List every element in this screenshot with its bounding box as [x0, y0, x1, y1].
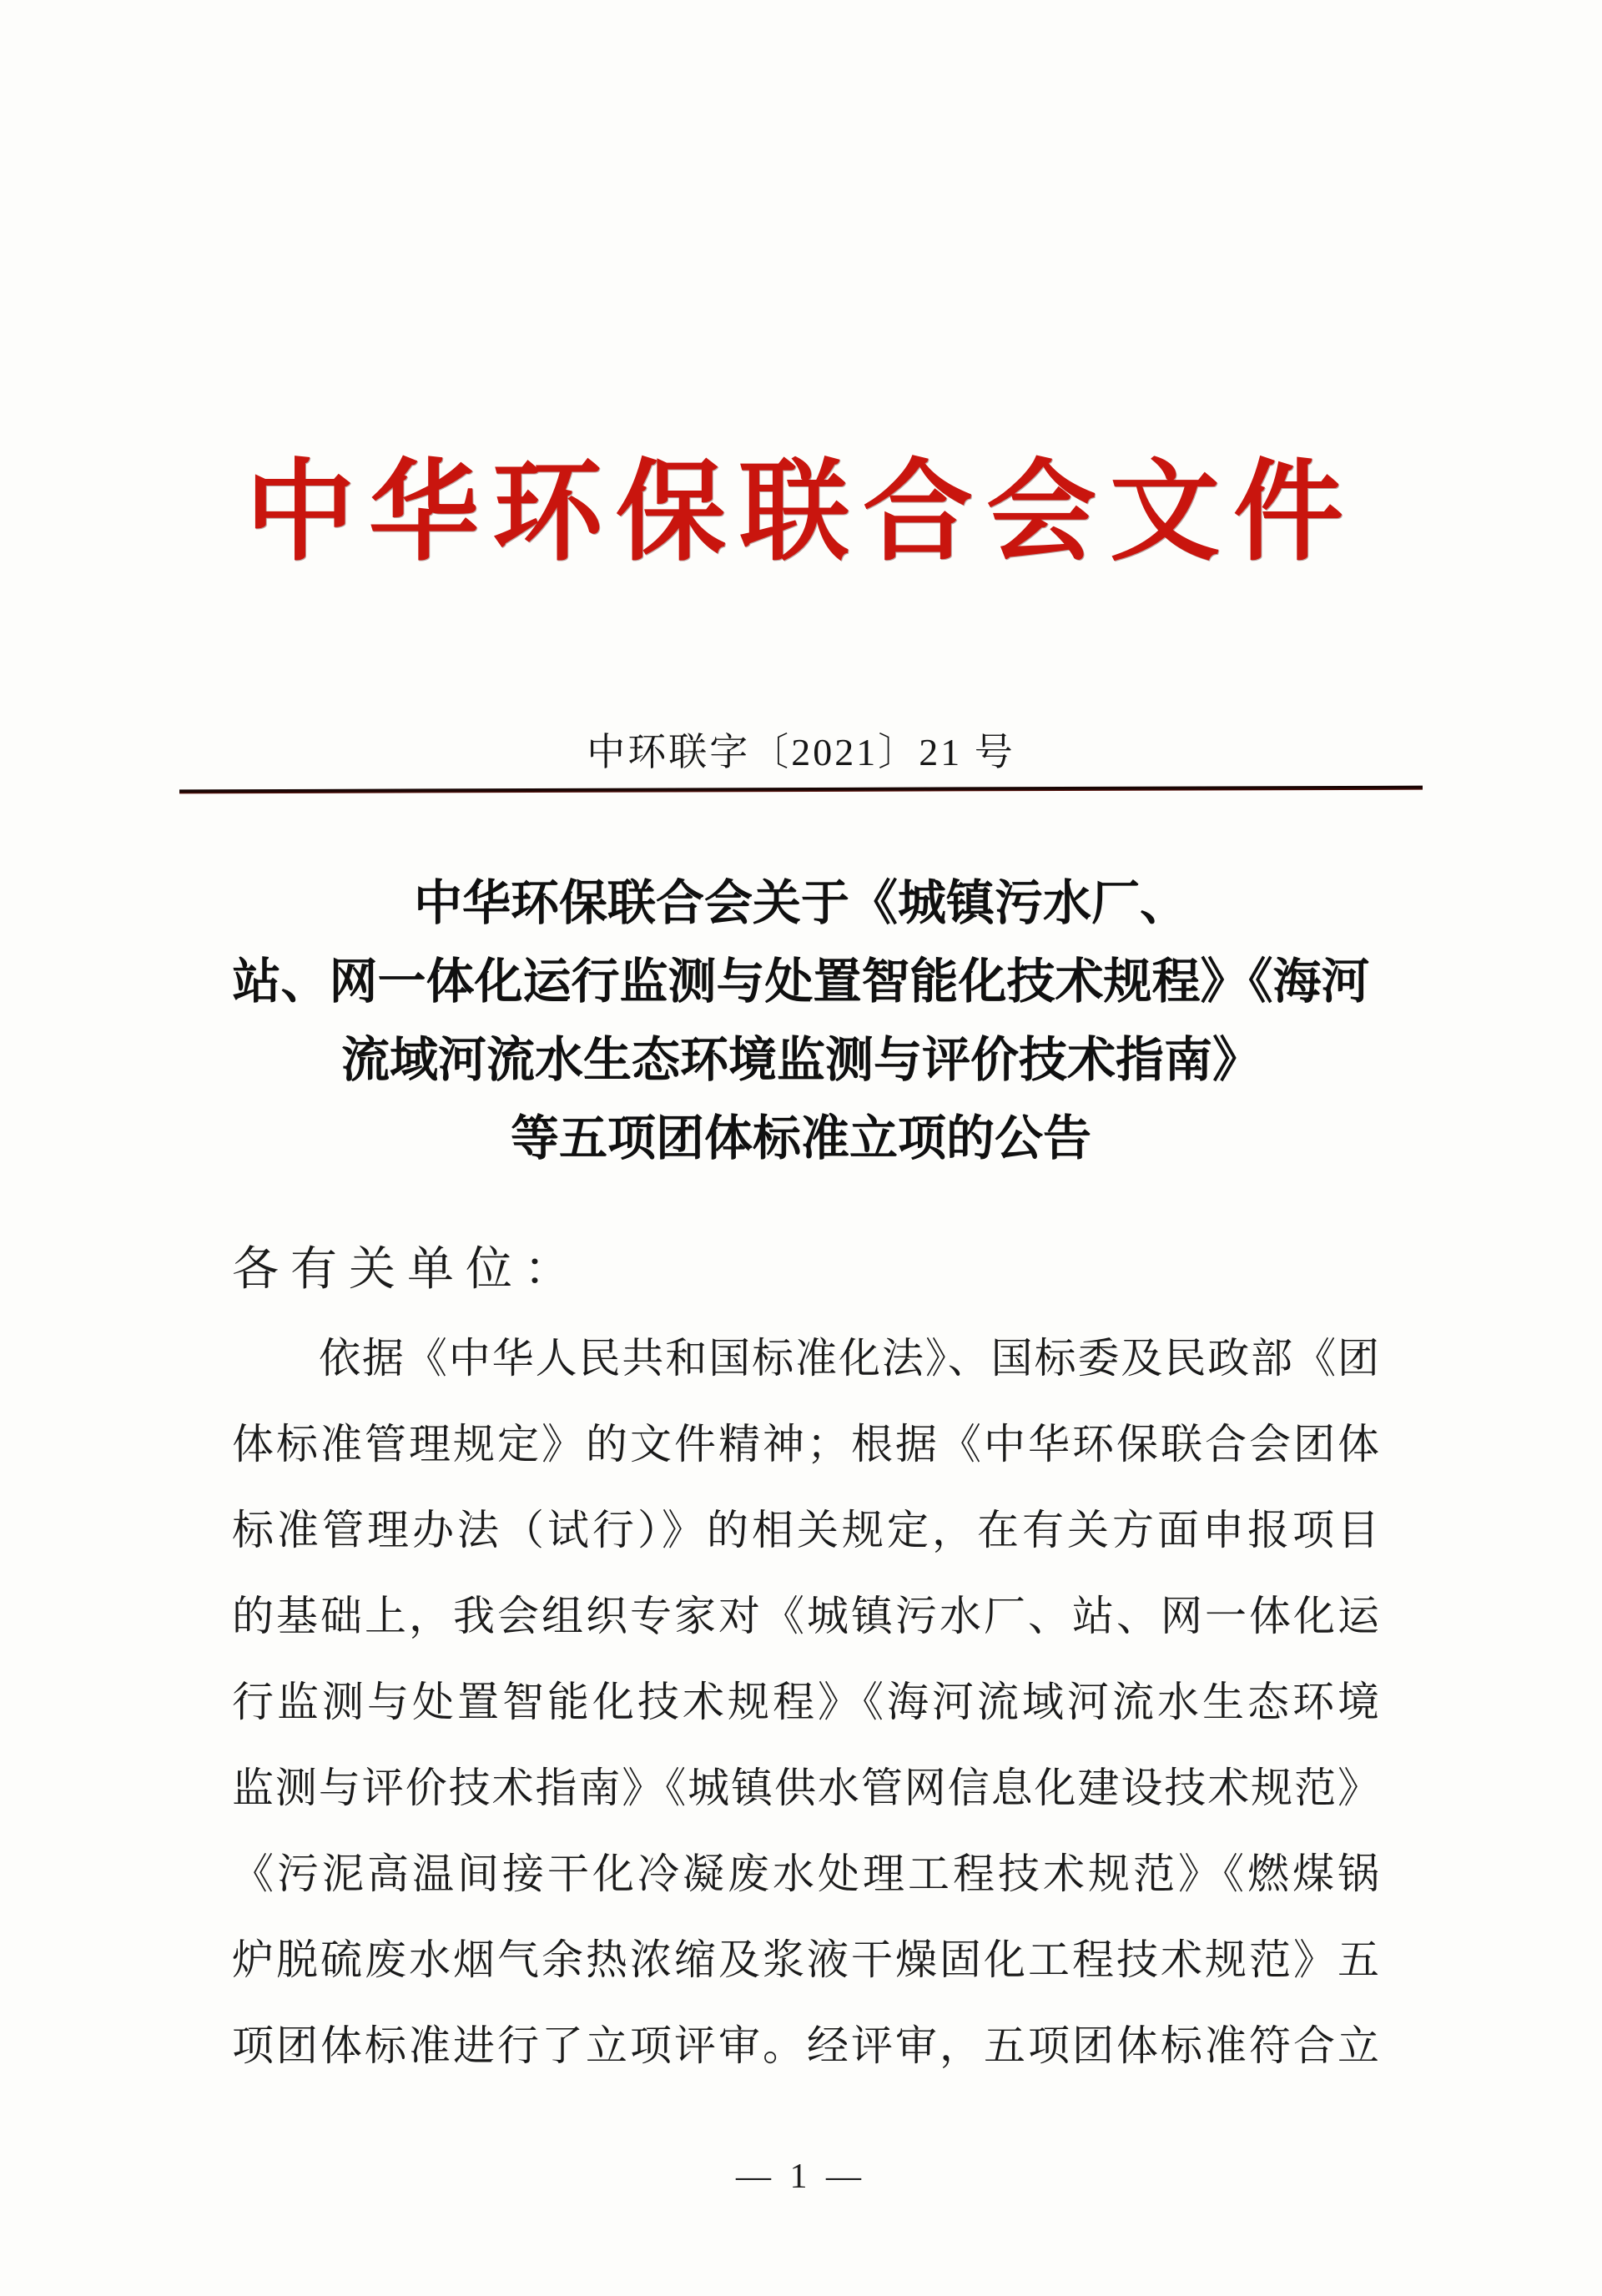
document-title-line-2: 站、网一体化运行监测与处置智能化技术规程》《海河 — [232, 954, 1370, 1009]
document-title-line-1: 中华环保联合会关于《城镇污水厂、 — [413, 876, 1188, 930]
body-paragraph — [232, 1316, 1379, 2089]
letterhead-divider-rule — [179, 786, 1423, 794]
document-reference-number: 中环联字〔2021〕21 号 — [587, 731, 1015, 773]
letterhead-org-title: 中华环保联合会文件 — [245, 451, 1357, 574]
body-line: 标准管理办法（试行）》的相关规定，在有关方面申报项目 — [232, 1507, 1379, 1553]
body-line: 体标准管理规定》的文件精神；根据《中华环保联合会团体 — [232, 1421, 1379, 1468]
document-title-line-4: 等五项团体标准立项的公告 — [510, 1111, 1091, 1166]
body-line: 依据《中华人民共和国标准化法》、国标委及民政部《团 — [319, 1335, 1379, 1382]
body-line: 《污泥高温间接干化冷凝废水处理工程技术规范》《燃煤锅 — [232, 1850, 1379, 1897]
body-line: 项团体标准进行了立项评审。经评审，五项团体标准符合立 — [232, 2022, 1379, 2069]
body-line: 的基础上，我会组织专家对《城镇污水厂、站、网一体化运 — [232, 1593, 1379, 1639]
body-line: 行监测与处置智能化技术规程》《海河流域河流水生态环境 — [232, 1679, 1379, 1725]
salutation-line: 各有关单位： — [232, 1244, 582, 1296]
document-title — [200, 864, 1402, 1178]
body-line: 炉脱硫废水烟气余热浓缩及浆液干燥固化工程技术规范》五 — [232, 1936, 1379, 1983]
body-line: 监测与评价技术指南》《城镇供水管网信息化建设技术规范》 — [232, 1765, 1379, 1811]
document-title-line-3: 流域河流水生态环境监测与评价技术指南》 — [340, 1033, 1261, 1087]
page-number: — 1 — — [736, 2158, 866, 2196]
